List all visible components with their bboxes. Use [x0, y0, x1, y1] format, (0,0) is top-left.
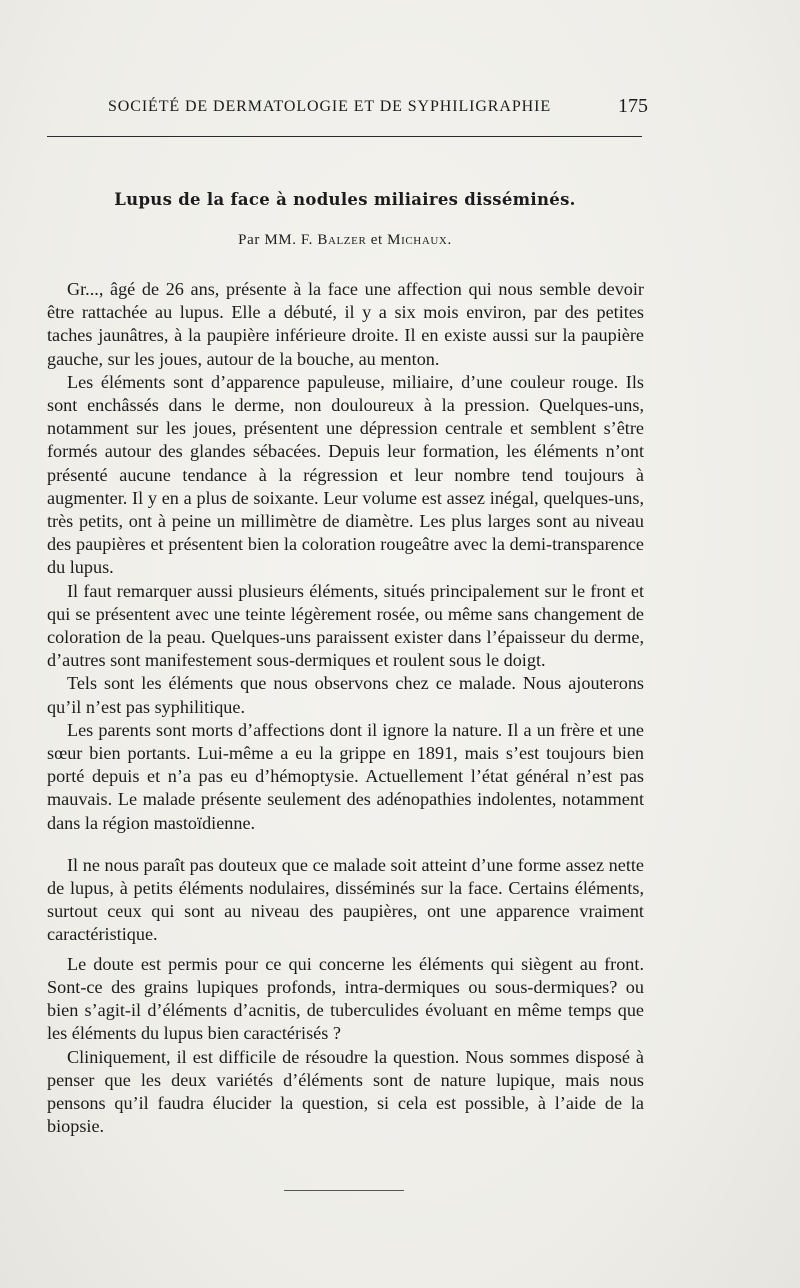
- author-michaux: Michaux.: [387, 232, 452, 248]
- page-number: 175: [618, 95, 648, 117]
- paragraph-front-elements: Il faut remarquer aussi plusieurs éléments, situés principalement sur le front et qui se présentent avec une teinte légèrement rosée, ou même sans changement de coloration de la peau. Quelques-uns paraissent exister dans l’épaisseur du derme, d’autres sont manifestement sous-dermiques et roulent sous le doigt.: [47, 580, 644, 671]
- article-body: [47, 278, 644, 1138]
- article-title: Lupus de la face à nodules miliaires disséminés.: [114, 190, 576, 209]
- end-rule: [284, 1190, 404, 1191]
- byline: [50, 232, 640, 249]
- byline-conjunction: et: [370, 232, 383, 248]
- paragraph-case-intro: Gr..., âgé de 26 ans, présente à la face une affection qui nous semble devoir être rattachée au lupus. Elle a débuté, il y a six mois environ, par des petites taches jaunâtres, à la paupière inférieure droite. Il en existe aussi sur la paupière gauche, sur les joues, autour de la bouche, au menton.: [47, 279, 644, 369]
- paragraph-observations: Tels sont les éléments que nous observons chez ce malade. Nous ajouterons qu’il n’est pas syphilitique.: [47, 673, 644, 717]
- running-title: SOCIÉTÉ DE DERMATOLOGIE ET DE SYPHILIGRAPHIE: [108, 98, 551, 115]
- header-rule: [47, 136, 642, 137]
- paragraph-elements-description: Les éléments sont d’apparence papuleuse, miliaire, d’une couleur rouge. Ils sont enchâssés dans le derme, non douloureux à la pression. Quelques-uns, notamment sur les joues, présentent une dépression centrale et semblent s’être formés autour des glandes sébacées. Depuis leur formation, les éléments n’ont présenté aucune tendance à la régression et leur nombre tend toujours à augmenter. Il y en a plus de soixante. Leur volume est assez inégal, quelques-uns, très petits, ont à peine un millimètre de diamètre. Les plus larges sont au niveau des paupières et présentent bien la coloration rougeâtre avec la demi-transparence du lupus.: [47, 371, 644, 578]
- paragraph-doubt: Le doute est permis pour ce qui concerne les éléments qui siègent au front. Sont-ce des grains lupiques profonds, intra-dermiques ou sous-dermiques? ou bien s’agit-il d’éléments d’acnitis, de tuberculides évoluant en même temps que les éléments du lupus bien caractérisés ?: [47, 953, 644, 1044]
- paragraph-conclusion: Cliniquement, il est difficile de résoudre la question. Nous sommes disposé à penser que les deux variétés d’éléments sont de nature lupique, mais nous pensons qu’il faudra élucider la question, si cela est possible, à l’aide de la biopsie.: [47, 1046, 644, 1137]
- paragraph-history: Les parents sont morts d’affections dont il ignore la nature. Il a un frère et une sœur bien portants. Lui-même a eu la grippe en 1891, mais s’est toujours bien porté depuis et n’a pas eu d’hémoptysie. Actuellement l’état général n’est pas mauvais. Le malade présente seulement des adénopathies indolentes, notamment dans la région mastoïdienne.: [47, 719, 644, 833]
- running-head: [108, 95, 648, 122]
- byline-prefix: Par MM. F.: [238, 232, 313, 248]
- paragraph-diagnosis: Il ne nous paraît pas douteux que ce malade soit atteint d’une forme assez nette de lupus, à petits éléments nodulaires, disséminés sur la face. Certains éléments, surtout ceux qui sont au niveau des paupières, ont une apparence vraiment caractéristique.: [47, 854, 644, 945]
- author-balzer: Balzer: [317, 232, 367, 248]
